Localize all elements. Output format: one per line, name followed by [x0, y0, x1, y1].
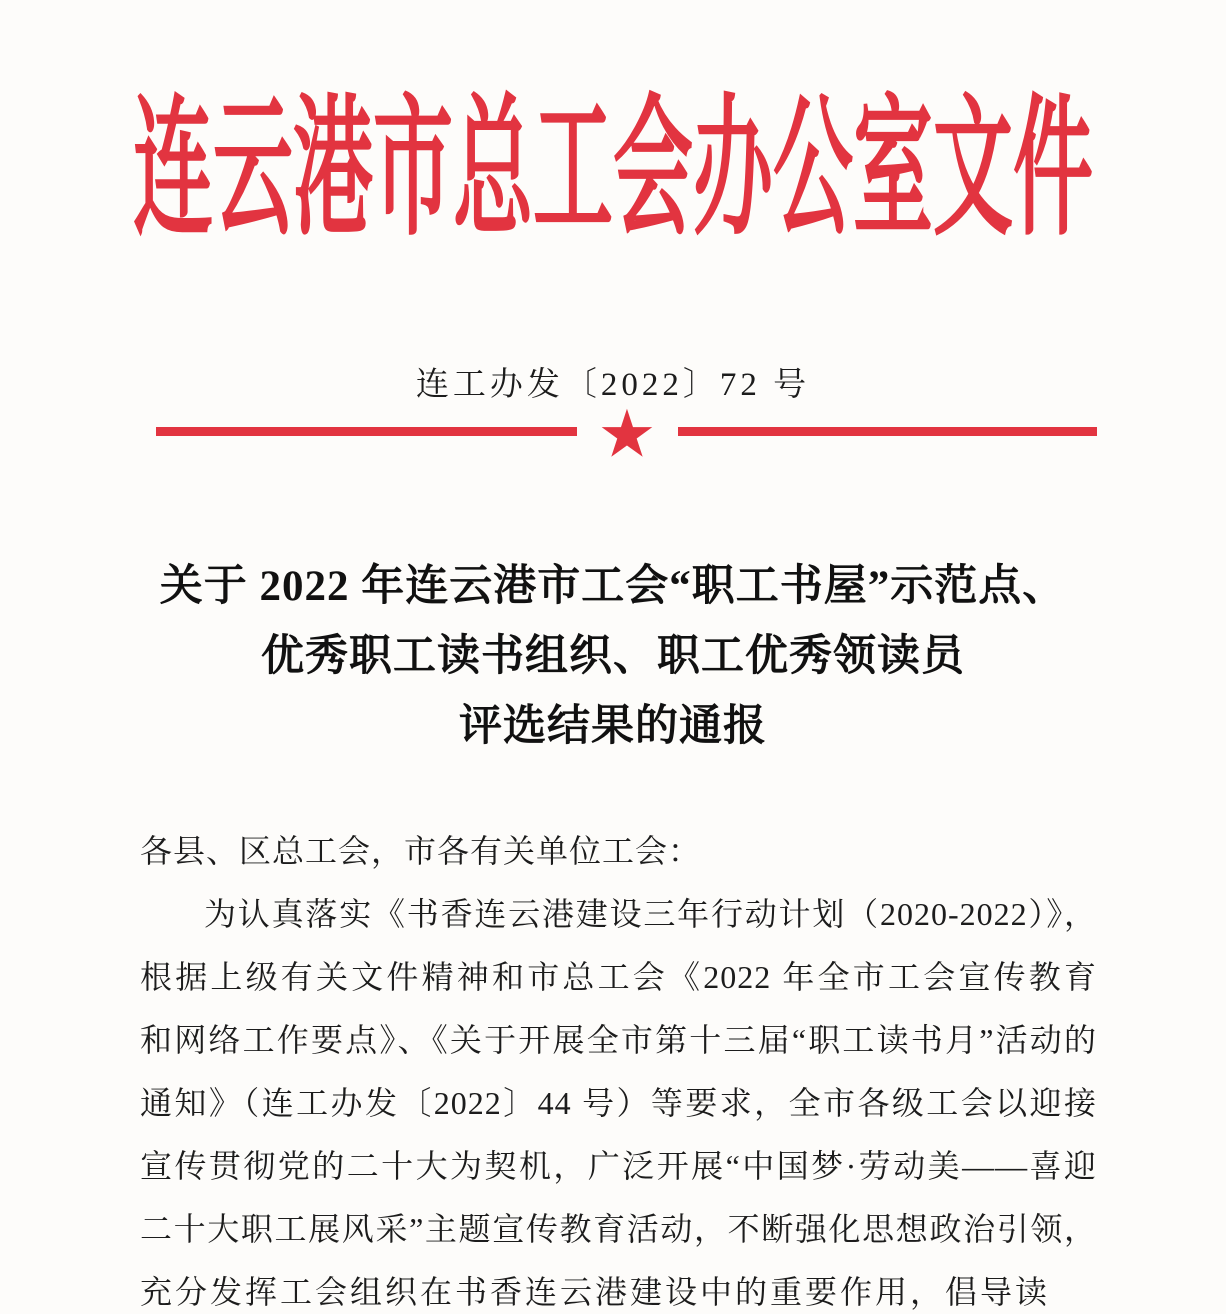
red-star-icon: ★	[597, 395, 657, 473]
divider-line-right	[678, 427, 1097, 436]
document-title	[0, 552, 1226, 762]
body-line: 充分发挥工会组织在书香连云港建设中的重要作用，倡导读	[140, 1274, 1051, 1310]
document-number: 连工办发〔2022〕72 号	[415, 367, 811, 403]
body-line: 通知》（连工办发〔2022〕44 号）等要求，全市各级工会以迎接	[140, 1085, 1097, 1121]
red-header-org-title: 连云港市总工会办公室文件	[133, 87, 1093, 255]
salutation-line: 各县、区总工会，市各有关单位工会：	[140, 833, 702, 869]
divider-line-left	[156, 427, 577, 436]
body-line: 二十大职工展风采”主题宣传教育活动，不断强化思想政治引领，	[140, 1211, 1097, 1247]
body-line: 宣传贯彻党的二十大为契机，广泛开展“中国梦·劳动美——喜迎	[140, 1148, 1097, 1184]
document-title-line: 优秀职工读书组织、职工优秀领读员	[261, 633, 965, 680]
document-title-line: 评选结果的通报	[459, 703, 767, 750]
body-line: 根据上级有关文件精神和市总工会《2022 年全市工会宣传教育	[140, 959, 1097, 995]
document-title-line: 关于 2022 年连云港市工会“职工书屋”示范点、	[159, 563, 1067, 610]
body-line: 和网络工作要点》、《关于开展全市第十三届“职工读书月”活动的	[140, 1022, 1097, 1058]
document-body	[140, 820, 1097, 1314]
body-line: 为认真落实《书香连云港建设三年行动计划（2020-2022）》，	[204, 896, 1097, 932]
